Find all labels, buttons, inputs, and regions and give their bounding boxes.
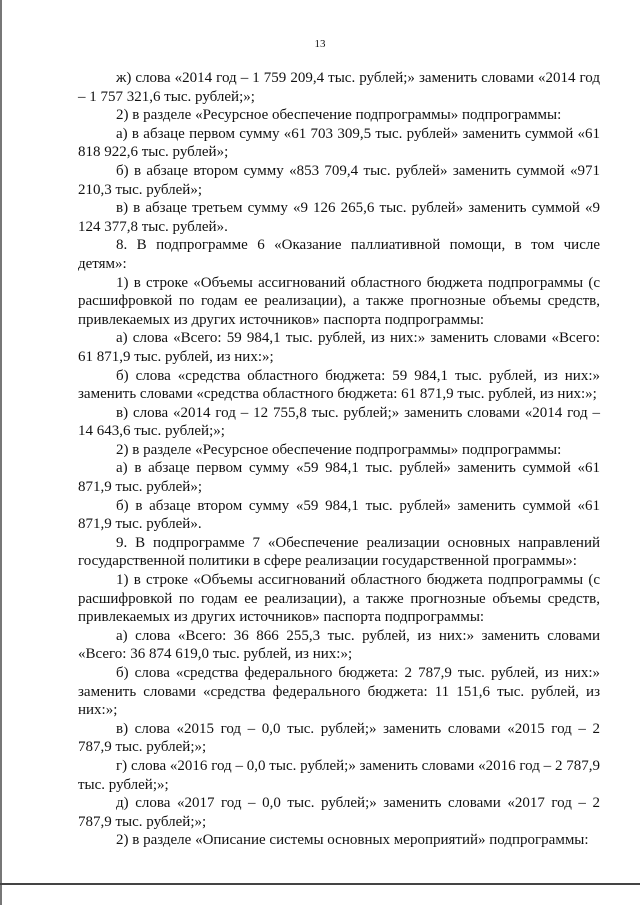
- paragraph: в) слова «2015 год – 0,0 тыс. рублей;» заменить словами «2015 год – 2 787,9 тыс. рублей;»;: [78, 720, 600, 756]
- scan-edge-line: [0, 0, 2, 905]
- paragraph: б) слова «средства федерального бюджета: 2 787,9 тыс. рублей, из них:» заменить словами «средства федерального бюджета: 11 151,6 тыс. рублей, из них:»;: [78, 665, 600, 719]
- paragraph: в) слова «2014 год – 12 755,8 тыс. рублей;» заменить словами «2014 год – 14 643,6 тыс. рублей;»;: [78, 404, 600, 440]
- paragraph: а) в абзаце первом сумму «61 703 309,5 тыс. рублей» заменить суммой «61 818 922,6 тыс. рублей»;: [78, 125, 600, 161]
- paragraph: д) слова «2017 год – 0,0 тыс. рублей;» заменить словами «2017 год – 2 787,9 тыс. рублей;»;: [78, 795, 600, 830]
- paragraph: 2) в разделе «Ресурсное обеспечение подпрограммы» подпрограммы:: [116, 441, 562, 458]
- page-number: 13: [314, 38, 326, 50]
- paragraph: 8. В подпрограмме 6 «Оказание паллиативной помощи, в том числе детям»:: [78, 237, 600, 272]
- paragraph: а) слова «Всего: 36 866 255,3 тыс. рублей, из них:» заменить словами «Всего: 36 874 619,0 тыс. рублей, из них:»;: [78, 627, 600, 663]
- paragraph: г) слова «2016 год – 0,0 тыс. рублей;» заменить словами «2016 год – 2 787,9 тыс. рублей;»;: [78, 757, 600, 793]
- document-body: [78, 69, 600, 850]
- paragraph: 2) в разделе «Описание системы основных мероприятий» подпрограммы:: [116, 832, 589, 849]
- paragraph: б) слова «средства областного бюджета: 59 984,1 тыс. рублей, из них:» заменить словами «средства областного бюджета: 61 871,9 тыс. рублей, из них:»;: [78, 367, 600, 403]
- paragraph: 9. В подпрограмме 7 «Обеспечение реализации основных направлений государственной политики в сфере реализации государственной программы»:: [78, 534, 600, 570]
- scan-bottom-edge: [0, 883, 640, 885]
- paragraph: ж) слова «2014 год – 1 759 209,4 тыс. рублей;» заменить словами «2014 год – 1 757 321,6 тыс. рублей;»;: [78, 70, 600, 105]
- paragraph: а) в абзаце первом сумму «59 984,1 тыс. рублей» заменить суммой «61 871,9 тыс. рублей»;: [78, 460, 600, 496]
- paragraph: 1) в строке «Объемы ассигнований областного бюджета подпрограммы (с расшифровкой по годам ее реализации), а также прогнозные объемы средств, привлекаемых из других источников» паспорта подпрограммы:: [78, 274, 600, 328]
- paragraph: б) в абзаце втором сумму «59 984,1 тыс. рублей» заменить суммой «61 871,9 тыс. рублей».: [78, 497, 600, 533]
- paragraph: б) в абзаце втором сумму «853 709,4 тыс. рублей» заменить суммой «971 210,3 тыс. рублей»;: [78, 162, 600, 198]
- paragraph: в) в абзаце третьем сумму «9 126 265,6 тыс. рублей» заменить суммой «9 124 377,8 тыс. рублей».: [78, 200, 600, 235]
- paragraph: а) слова «Всего: 59 984,1 тыс. рублей, из них:» заменить словами «Всего: 61 871,9 тыс. рублей, из них:»;: [78, 330, 600, 365]
- paragraph: 2) в разделе «Ресурсное обеспечение подпрограммы» подпрограммы:: [116, 107, 562, 124]
- paragraph: 1) в строке «Объемы ассигнований областного бюджета подпрограммы (с расшифровкой по годам ее реализации), а также прогнозные объемы средств, привлекаемых из других источников» паспорта подпрограммы:: [78, 572, 600, 626]
